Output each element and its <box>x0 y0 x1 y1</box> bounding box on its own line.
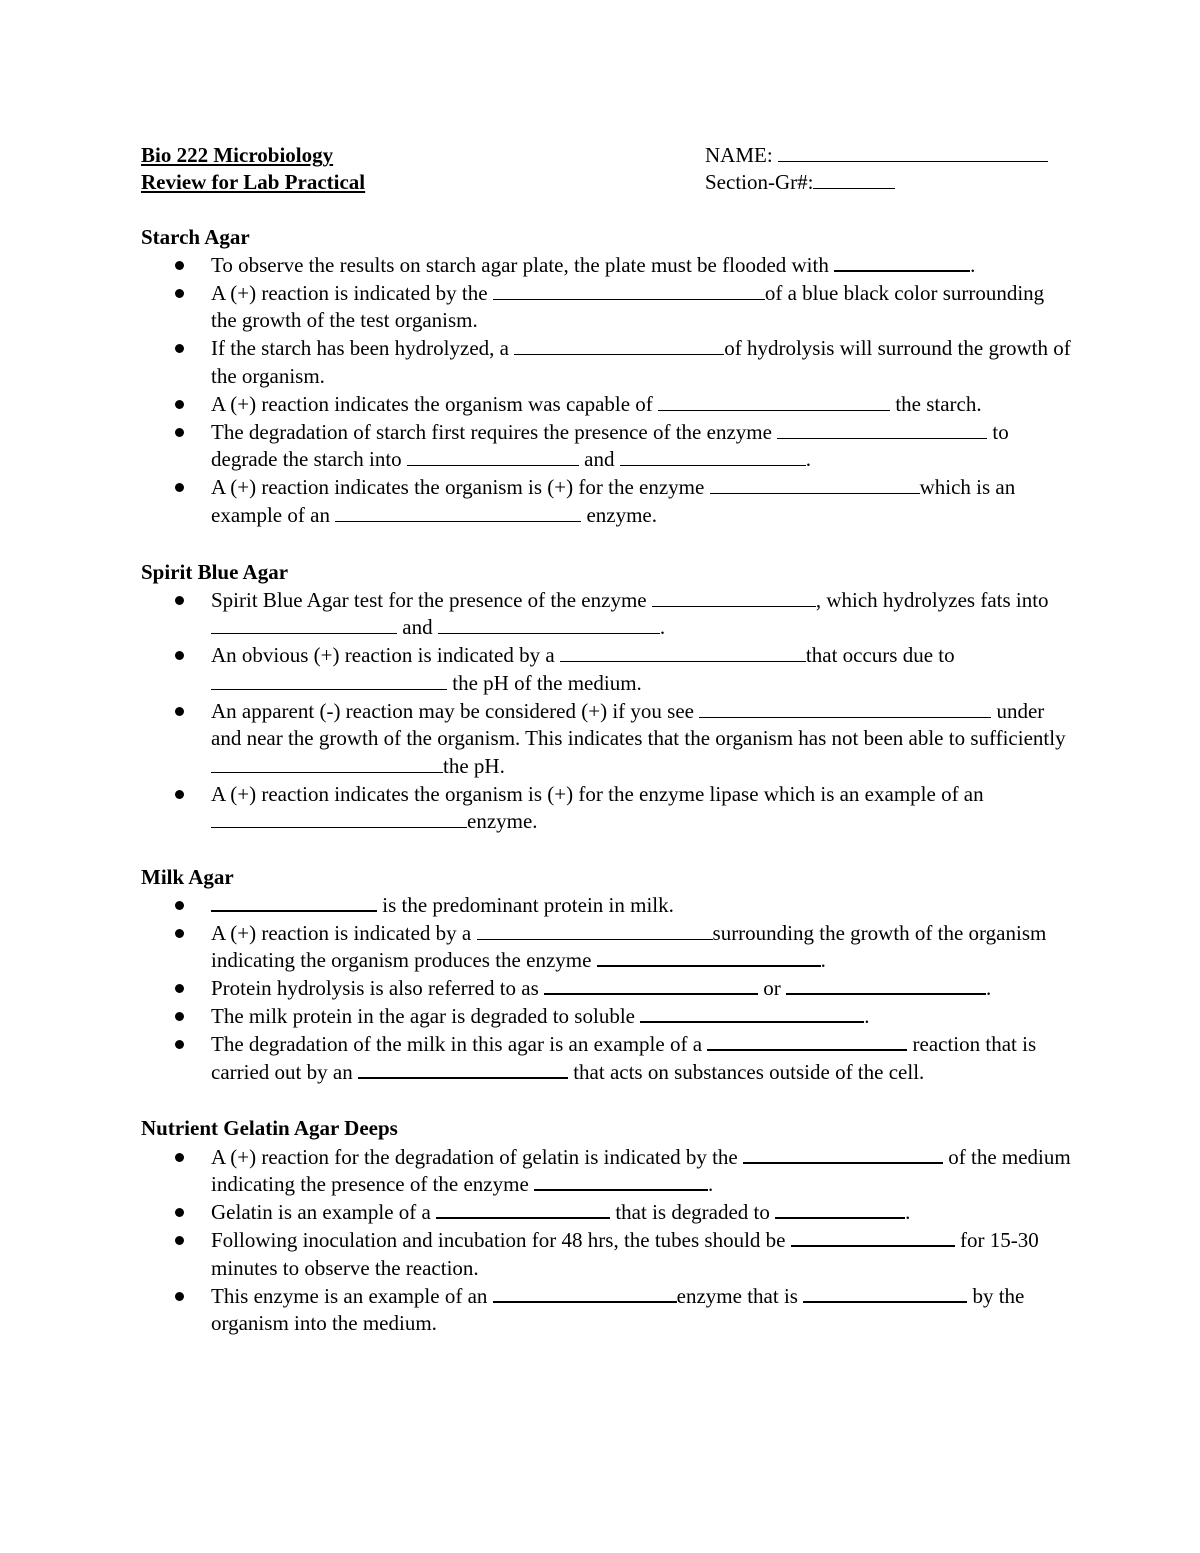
list-item: An apparent (-) reaction may be considered (+) if you see under and near the growth of the organism. This indicates that the organism has not been able to sufficiently the pH. <box>141 698 1071 780</box>
name-blank[interactable] <box>778 143 1048 162</box>
answer-blank[interactable] <box>640 1003 864 1023</box>
starch-agar-list <box>141 252 1071 530</box>
list-item: The degradation of the milk in this agar is an example of a reaction that is carried out by an that acts on substances outside of the cell. <box>141 1031 1071 1086</box>
answer-blank[interactable] <box>493 1283 677 1303</box>
section-title-nutrient-gelatin-agar-deeps: Nutrient Gelatin Agar Deeps <box>141 1116 398 1140</box>
list-item: The milk protein in the agar is degraded to soluble . <box>141 1003 1071 1030</box>
list-item: The degradation of starch first requires the presence of the enzyme to degrade the starch into and . <box>141 419 1071 474</box>
list-item: An obvious (+) reaction is indicated by a that occurs due to the pH of the medium. <box>141 642 1071 697</box>
milk-agar-list <box>141 892 1071 1087</box>
list-item: This enzyme is an example of an enzyme that is by the organism into the medium. <box>141 1283 1071 1338</box>
list-item: A (+) reaction indicates the organism is (+) for the enzyme lipase which is an example of an enzyme. <box>141 781 1071 836</box>
answer-blank[interactable] <box>211 809 467 828</box>
list-item: A (+) reaction for the degradation of gelatin is indicated by the of the medium indicating the presence of the enzyme . <box>141 1144 1071 1199</box>
answer-blank[interactable] <box>777 420 987 439</box>
list-item: Following inoculation and incubation for 48 hrs, the tubes should be for 15-30 minutes to observe the reaction. <box>141 1227 1071 1282</box>
answer-blank[interactable] <box>493 281 765 300</box>
spirit-blue-agar-list <box>141 587 1071 836</box>
answer-blank[interactable] <box>560 643 806 662</box>
answer-blank[interactable] <box>775 1199 905 1219</box>
section-title-starch-agar: Starch Agar <box>141 225 250 249</box>
answer-blank[interactable] <box>699 699 991 718</box>
answer-blank[interactable] <box>514 336 724 355</box>
list-item: A (+) reaction is indicated by the of a blue black color surrounding the growth of the test organism. <box>141 280 1071 335</box>
answer-blank[interactable] <box>791 1227 955 1247</box>
answer-blank[interactable] <box>211 615 397 634</box>
course-title: Bio 222 Microbiology <box>141 143 334 167</box>
section-label: Section-Gr#: <box>705 170 814 194</box>
section-blank[interactable] <box>813 170 895 189</box>
answer-blank[interactable] <box>335 503 581 522</box>
section-title-milk-agar: Milk Agar <box>141 865 234 889</box>
list-item: Spirit Blue Agar test for the presence of the enzyme , which hydrolyzes fats into and . <box>141 587 1071 642</box>
answer-blank[interactable] <box>477 921 713 940</box>
answer-blank[interactable] <box>211 754 443 773</box>
list-item: A (+) reaction indicates the organism is (+) for the enzyme which is an example of an enzyme. <box>141 474 1071 529</box>
worksheet-subtitle: Review for Lab Practical <box>141 170 366 194</box>
answer-blank[interactable] <box>652 588 816 607</box>
section-row <box>705 169 895 196</box>
answer-blank[interactable] <box>834 252 970 272</box>
answer-blank[interactable] <box>438 615 660 634</box>
name-row <box>705 142 1048 169</box>
answer-blank[interactable] <box>803 1283 967 1303</box>
answer-blank[interactable] <box>710 475 920 494</box>
answer-blank[interactable] <box>658 392 890 411</box>
answer-blank[interactable] <box>211 671 447 690</box>
list-item: A (+) reaction is indicated by a surrounding the growth of the organism indicating the organism produces the enzyme . <box>141 920 1071 975</box>
answer-blank[interactable] <box>743 1144 943 1164</box>
list-item: A (+) reaction indicates the organism was capable of the starch. <box>141 391 1071 418</box>
nutrient-gelatin-list <box>141 1144 1071 1338</box>
answer-blank[interactable] <box>620 447 806 466</box>
answer-blank[interactable] <box>597 947 821 967</box>
answer-blank[interactable] <box>436 1199 610 1219</box>
list-item: Protein hydrolysis is also referred to as or . <box>141 975 1071 1002</box>
answer-blank[interactable] <box>786 975 986 995</box>
name-label: NAME: <box>705 143 773 167</box>
answer-blank[interactable] <box>707 1031 907 1051</box>
answer-blank[interactable] <box>534 1171 708 1191</box>
list-item: Gelatin is an example of a that is degraded to . <box>141 1199 1071 1226</box>
answer-blank[interactable] <box>358 1059 568 1079</box>
list-item: If the starch has been hydrolyzed, a of hydrolysis will surround the growth of the organism. <box>141 335 1071 390</box>
list-item: is the predominant protein in milk. <box>141 892 1071 919</box>
section-title-spirit-blue-agar: Spirit Blue Agar <box>141 560 289 584</box>
answer-blank[interactable] <box>544 975 758 995</box>
answer-blank[interactable] <box>407 447 579 466</box>
list-item: To observe the results on starch agar plate, the plate must be flooded with . <box>141 252 1071 279</box>
answer-blank[interactable] <box>211 892 377 912</box>
